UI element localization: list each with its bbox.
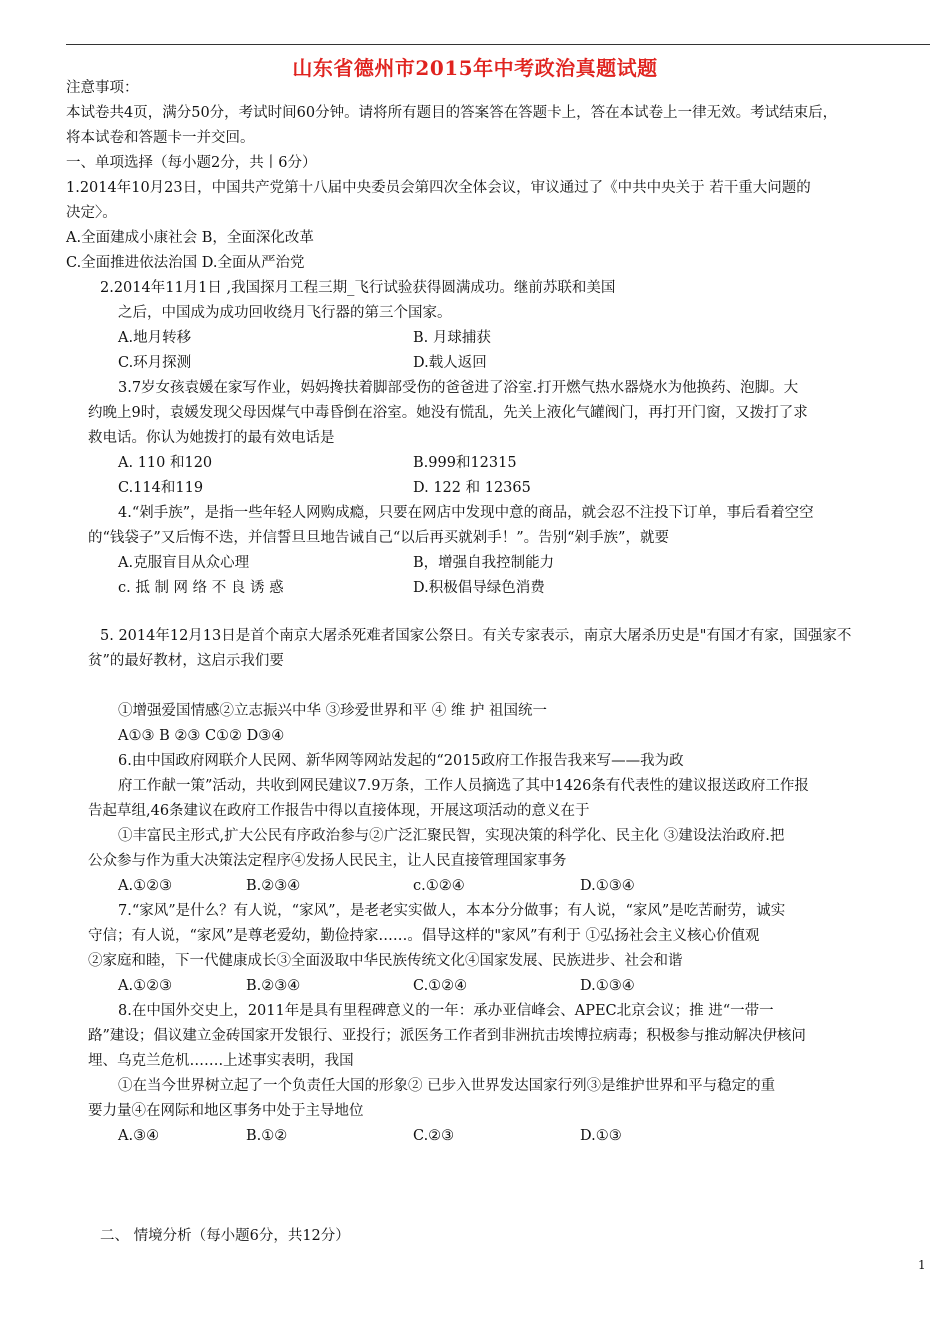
q3-stem: 救电话。你认为她拨打的最有效电话是 (88, 430, 335, 446)
q3-option-c: C.114和119 (118, 480, 204, 496)
q5-stem: 贫”的最好教材，这启示我们要 (88, 653, 284, 669)
q4-option-c: c. 抵 制 网 络 不 良 诱 惑 (118, 580, 284, 596)
q6-stem: 告起草组,46条建议在政府工作报告中得以直接体现，开展这项活动的意义在于 (88, 803, 590, 819)
top-rule (66, 44, 930, 45)
q6-option-b: B.②③④ (246, 878, 301, 894)
q3-option-d: D. 122 和 12365 (413, 480, 531, 496)
q2-option-d: D.载人返回 (413, 355, 487, 371)
q5-stem: 5. 2014年12月13日是首个南京大屠杀死难者国家公祭日。有关专家表示，南京大屠杀历史是"有国才有家，国强家不 (100, 628, 852, 644)
q1-options: C.全面推进依法治国 D.全面从严治党 (66, 255, 305, 271)
q8-items: ①在当今世界树立起了一个负责任大国的形象② 已步入世界发达国家行列③是维护世界和平与稳定的重 (118, 1078, 776, 1094)
q8-option-b: B.①② (246, 1128, 288, 1144)
section1-heading: 一、单项选择（每小题2分，共丨6分） (66, 155, 317, 171)
q8-stem: 埋、乌克兰危机…….上述事实表明，我国 (88, 1053, 354, 1069)
q6-items: 公众参与作为重大决策法定程序④发扬人民民主，让人民直接管理国家事务 (88, 853, 567, 869)
q1-stem: 1.2014年10月23日，中国共产党第十八届中央委员会第四次全体会议，审议通过了《中共中央关于 若干重大问题的 (66, 180, 811, 196)
page-title: 山东省德州市2015年中考政治真题试题 (292, 56, 658, 80)
q2-option-a: A.地月转移 (118, 330, 192, 346)
q7-stem: 守信；有人说，“家风”是尊老爱幼，勤俭持家……。倡导这样的"家风”有利于 ①弘扬社会主义核心价值观 (88, 928, 760, 944)
q4-stem: 的“钱袋子”又后悔不迭，并信誓旦旦地告诫自己“以后再买就剁手！”。告别“剁手族”，就要 (88, 530, 669, 546)
page-number: 1 (918, 1258, 926, 1272)
q7-stem: ②家庭和睦，下一代健康成长③全面汲取中华民族传统文化④国家发展、民族进步、社会和谐 (88, 953, 683, 969)
q3-option-b: B.999和12315 (413, 455, 517, 471)
q3-stem: 3.7岁女孩袁媛在家写作业，妈妈搀扶着脚部受伤的爸爸进了浴室.打开燃气热水器烧水为他换药、泡脚。大 (118, 380, 799, 396)
notice-line: 本试卷共4页，满分50分，考试时间60分钟。请将所有题目的答案答在答题卡上，答在本试卷上一律无效。考试结束后， (66, 105, 838, 121)
q4-option-d: D.积极倡导绿色消费 (413, 580, 545, 596)
q2-stem: 2.2014年11月1日 ,我国探月工程三期_飞行试验获得圆满成功。继前苏联和美国 (100, 280, 616, 296)
q5-items: ①增强爱国情感②立志振兴中华 ③珍爱世界和平 ④ 维 护 祖国统一 (118, 703, 548, 719)
q8-stem: 路”建设；倡议建立金砖国家开发银行、亚投行；派医务工作者到非洲抗击埃博拉病毒；积极参与推动解决伊核问 (88, 1028, 806, 1044)
q6-items: ①丰富民主形式,扩大公民有序政治参与②广泛汇聚民智，实现决策的科学化、民主化 ③建设法治政府.把 (118, 828, 785, 844)
q6-option-a: A.①②③ (118, 878, 173, 894)
q7-option-c: C.①②④ (413, 978, 468, 994)
q6-stem: 6.由中国政府网联介人民网、新华网等网站发起的“2015政府工作报告我来写——我为政 (118, 753, 684, 769)
q8-option-c: C.②③ (413, 1128, 455, 1144)
q3-option-a: A. 110 和120 (118, 455, 213, 471)
q3-stem: 约晚上9时，袁媛发现父母因煤气中毒昏倒在浴室。她没有慌乱，先关上液化气罐阀门，再打开门窗，又拨打了求 (88, 405, 808, 421)
q4-option-b: B，增强自我控制能力 (413, 555, 555, 571)
q6-stem: 府工作献一策”活动，共收到网民建议7.9万条，工作人员摘选了其中1426条有代表性的建议报送政府工作报 (118, 778, 809, 794)
notice-heading: 注意事项： (66, 80, 139, 96)
q7-stem: 7.“家风”是什么？有人说，“家风”，是老老实实做人，本本分分做事；有人说，“家风”是吃苦耐劳，诚实 (118, 903, 786, 919)
q2-option-c: C.环月探测 (118, 355, 192, 371)
q7-option-d: D.①③④ (580, 978, 635, 994)
q8-option-a: A.③④ (118, 1128, 160, 1144)
q8-stem: 8.在中国外交史上，2011年是具有里程碑意义的一年：承办亚信峰会、APEC北京会议；推 进“一带一 (118, 1003, 774, 1019)
q4-option-a: A.克服盲目从众心理 (118, 555, 250, 571)
section2-heading: 二、 情境分析（每小题6分，共12分） (100, 1228, 350, 1244)
q2-option-b: B. 月球捕获 (413, 330, 491, 346)
q5-options: A①③ B ②③ C①② D③④ (118, 728, 285, 744)
q6-option-d: D.①③④ (580, 878, 635, 894)
q7-option-a: A.①②③ (118, 978, 173, 994)
q2-stem: 之后，中国成为成功回收绕月飞行器的第三个国家。 (118, 305, 452, 321)
q7-option-b: B.②③④ (246, 978, 301, 994)
q4-stem: 4.“剁手族”，是指一些年轻人网购成瘾，只要在网店中发现中意的商品，就会忍不注投下订单，事后看着空空 (118, 505, 814, 521)
q8-option-d: D.①③ (580, 1128, 622, 1144)
q8-items: 要力量④在网际和地区事务中处于主导地位 (88, 1103, 364, 1119)
q1-options: A.全面建成小康社会 B，全面深化改革 (66, 230, 314, 246)
q6-option-c: c.①②④ (413, 878, 465, 894)
q1-stem: 决定〉。 (66, 205, 117, 221)
notice-line: 将本试卷和答题卡一并交回。 (66, 130, 255, 146)
